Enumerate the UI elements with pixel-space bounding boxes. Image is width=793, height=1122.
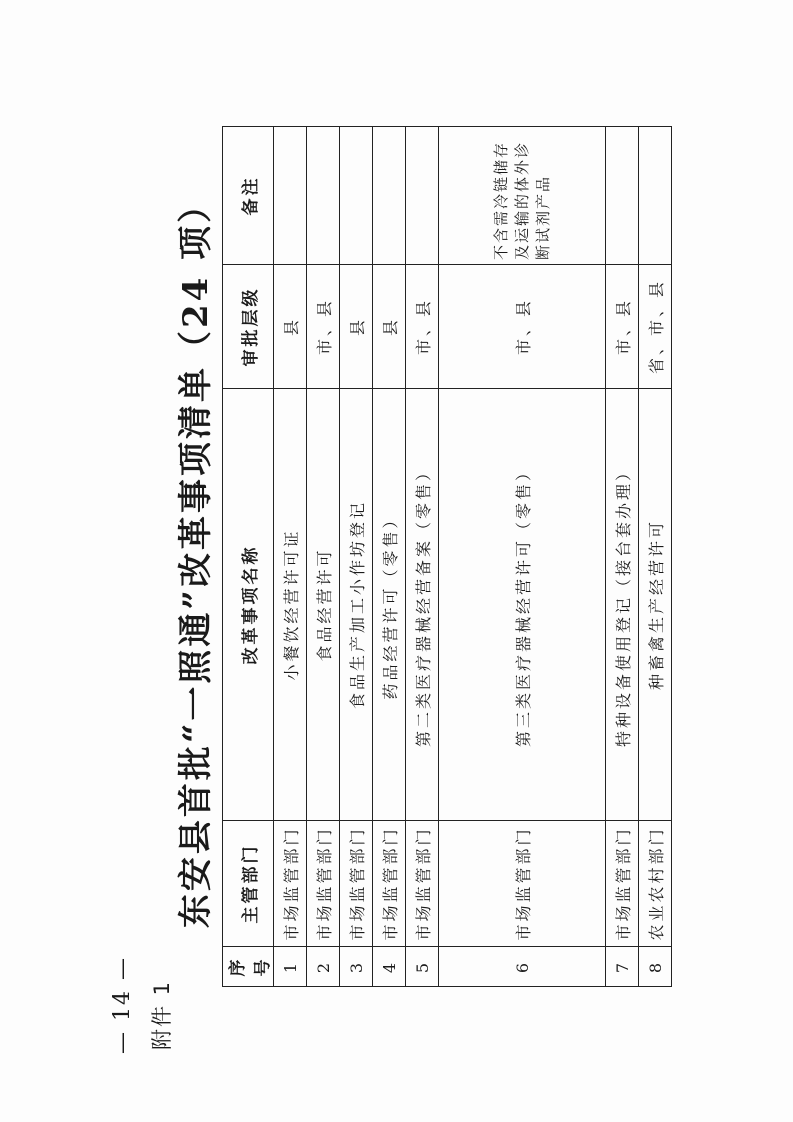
cell-note (606, 127, 639, 265)
attachment-label: 附件 1 (150, 979, 174, 1050)
document-title: 东安县首批“一照通”改革事项清单（24 项） (176, 185, 216, 929)
cell-seq: 5 (406, 947, 439, 987)
cell-dept: 市场监管部门 (406, 821, 439, 947)
cell-note (373, 127, 406, 265)
cell-seq: 3 (340, 947, 373, 987)
cell-item: 第三类医疗器械经营许可（零售） (439, 389, 606, 821)
header-item: 改革事项名称 (223, 389, 274, 821)
cell-item: 药品经营许可（零售） (373, 389, 406, 821)
cell-dept: 市场监管部门 (307, 821, 340, 947)
cell-note (639, 127, 672, 265)
page-number: — 14 — (110, 956, 135, 1054)
table-row (307, 127, 340, 987)
cell-seq: 8 (639, 947, 672, 987)
cell-note: 不含需冷链储存及运输的体外诊断试剂产品 (439, 127, 606, 265)
cell-item: 食品生产加工小作坊登记 (340, 389, 373, 821)
cell-level: 县 (274, 265, 307, 389)
table-row (274, 127, 307, 987)
cell-item: 特种设备使用登记（接台套办理） (606, 389, 639, 821)
cell-level: 市、县 (606, 265, 639, 389)
cell-seq: 4 (373, 947, 406, 987)
cell-level: 市、县 (406, 265, 439, 389)
table-row (439, 127, 606, 987)
header-level: 审批层级 (223, 265, 274, 389)
cell-level: 县 (340, 265, 373, 389)
cell-level: 市、县 (439, 265, 606, 389)
cell-note (307, 127, 340, 265)
table-header-row (223, 127, 274, 987)
header-seq: 序号 (223, 947, 274, 987)
cell-note (340, 127, 373, 265)
cell-level: 县 (373, 265, 406, 389)
cell-seq: 1 (274, 947, 307, 987)
cell-note (406, 127, 439, 265)
cell-item: 小餐饮经营许可证 (274, 389, 307, 821)
cell-dept: 市场监管部门 (439, 821, 606, 947)
cell-level: 省、市、县 (639, 265, 672, 389)
header-note: 备注 (223, 127, 274, 265)
table-row (373, 127, 406, 987)
cell-item: 第二类医疗器械经营备案（零售） (406, 389, 439, 821)
reform-items-table (222, 126, 672, 987)
table-row (606, 127, 639, 987)
cell-level: 市、县 (307, 265, 340, 389)
cell-dept: 市场监管部门 (373, 821, 406, 947)
cell-dept: 农业农村部门 (639, 821, 672, 947)
cell-seq: 7 (606, 947, 639, 987)
cell-seq: 2 (307, 947, 340, 987)
cell-dept: 市场监管部门 (606, 821, 639, 947)
cell-dept: 市场监管部门 (340, 821, 373, 947)
cell-seq: 6 (439, 947, 606, 987)
cell-note (274, 127, 307, 265)
cell-dept: 市场监管部门 (274, 821, 307, 947)
table-row (340, 127, 373, 987)
cell-item: 食品经营许可 (307, 389, 340, 821)
table-row (406, 127, 439, 987)
header-dept: 主管部门 (223, 821, 274, 947)
cell-item: 种畜禽生产经营许可 (639, 389, 672, 821)
table-row (639, 127, 672, 987)
